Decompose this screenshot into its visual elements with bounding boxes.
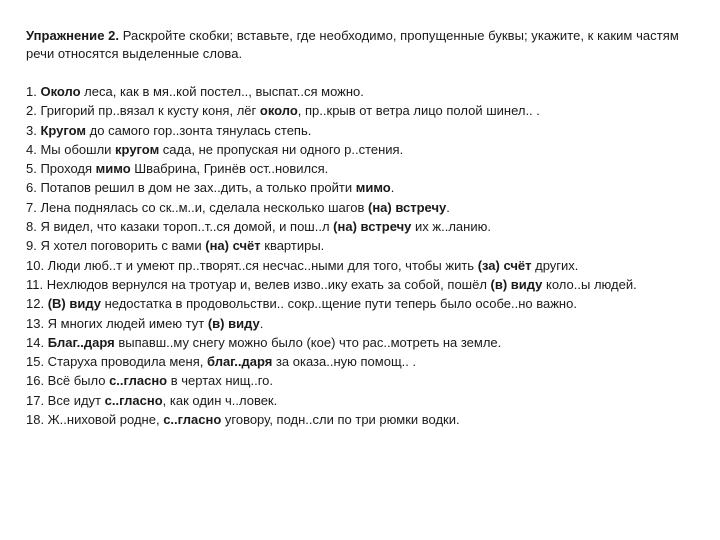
sentence-text: 4. Мы обошли bbox=[26, 141, 116, 157]
sentence-item bbox=[26, 236, 698, 255]
sentence-text: 12. bbox=[26, 296, 48, 312]
highlighted-word: с..гласно bbox=[109, 373, 168, 389]
sentence-item bbox=[26, 217, 698, 236]
sentence-text: 5. Проходя bbox=[26, 161, 96, 177]
sentence-item bbox=[26, 178, 698, 197]
sentence-text: 16. Всё было bbox=[26, 373, 110, 389]
sentence-text: . bbox=[390, 180, 395, 196]
sentence-text: , как один ч..ловек. bbox=[162, 392, 278, 408]
sentence-item bbox=[26, 371, 698, 390]
sentence-text: 3. bbox=[26, 122, 41, 138]
sentence-text: леса, как в мя..кой постел.., выспат..ся можно. bbox=[80, 84, 364, 99]
sentence-text: 18. Ж..ниховой родне, bbox=[26, 412, 164, 428]
sentence-text: 7. Лена поднялась со ск..м..и, сделала несколько шагов bbox=[26, 199, 368, 215]
sentence-text: 8. Я видел, что казаки тороп..т..ся домой, и пош..л bbox=[26, 219, 334, 235]
sentence-item bbox=[26, 314, 698, 333]
sentence-item bbox=[26, 256, 698, 275]
sentence-list bbox=[26, 82, 698, 429]
highlighted-word: Около bbox=[40, 84, 81, 99]
sentence-text: 1. bbox=[26, 84, 41, 99]
exercise-title: Упражнение 2. bbox=[26, 28, 120, 43]
sentence-text: . bbox=[259, 315, 264, 331]
sentence-text: недостатка в продовольстви.. сокр..щение пути теперь было особе..но важно. bbox=[100, 296, 577, 312]
sentence-text: квартиры. bbox=[260, 238, 325, 254]
sentence-text: 2. Григорий пр..вязал к кусту коня, лёг bbox=[26, 103, 260, 119]
sentence-text: 6. Потапов решил в дом не зах..дить, а только пройти bbox=[26, 180, 356, 196]
sentence-item bbox=[26, 121, 698, 140]
sentence-text: сада, не пропуская ни одного р..стения. bbox=[159, 141, 404, 157]
sentence-text: выпавш..му снегу можно было (кое) что рас..мотреть на земле. bbox=[114, 334, 502, 350]
highlighted-word: (на) встречу bbox=[333, 219, 412, 235]
highlighted-word: (в) виду bbox=[490, 276, 543, 292]
sentence-text: 15. Старуха проводила меня, bbox=[26, 354, 207, 370]
sentence-text: 17. Все идут bbox=[26, 392, 105, 408]
sentence-item bbox=[26, 159, 698, 178]
sentence-text: их ж..ланию. bbox=[411, 219, 491, 235]
sentence-item bbox=[26, 410, 698, 429]
highlighted-word: кругом bbox=[115, 141, 160, 157]
sentence-text: до самого гор..зонта тянулась степь. bbox=[86, 122, 312, 138]
highlighted-word: благ..даря bbox=[206, 354, 273, 370]
sentence-item bbox=[26, 198, 698, 217]
sentence-text: других. bbox=[531, 257, 579, 273]
sentence-text: 10. Люди люб..т и умеют пр..творят..ся несчас..ными для того, чтобы жить bbox=[26, 257, 478, 273]
sentence-text: коло..ы людей. bbox=[542, 276, 637, 292]
highlighted-word: (В) виду bbox=[47, 296, 101, 312]
sentence-text: 14. bbox=[26, 334, 48, 350]
highlighted-word: Кругом bbox=[40, 122, 87, 138]
sentence-text: , пр..крыв от ветра лицо полой шинел.. . bbox=[297, 103, 540, 119]
highlighted-word: (в) виду bbox=[207, 315, 260, 331]
sentence-text: . bbox=[446, 199, 450, 215]
sentence-item bbox=[26, 294, 698, 313]
highlighted-word: Благ..даря bbox=[47, 334, 115, 350]
sentence-text: Швабрина, Гринёв ост..новился. bbox=[130, 161, 329, 177]
sentence-item bbox=[26, 391, 698, 410]
sentence-item bbox=[26, 333, 698, 352]
highlighted-word: мимо bbox=[95, 161, 131, 177]
sentence-item bbox=[26, 82, 698, 101]
highlighted-word: с..гласно bbox=[163, 412, 222, 428]
sentence-item bbox=[26, 352, 698, 371]
sentence-text: уговору, подн..сли по три рюмки водки. bbox=[221, 412, 460, 428]
sentence-item bbox=[26, 140, 698, 159]
sentence-item bbox=[26, 101, 698, 120]
document-page bbox=[26, 27, 698, 429]
exercise-task bbox=[26, 27, 698, 63]
sentence-item bbox=[26, 275, 698, 294]
highlighted-word: (на) счёт bbox=[205, 238, 261, 254]
sentence-text: 13. Я многих людей имею тут bbox=[26, 315, 208, 331]
highlighted-word: (за) счёт bbox=[477, 257, 532, 273]
highlighted-word: (на) встречу bbox=[367, 199, 447, 215]
sentence-text: за оказа..ную помощ.. . bbox=[272, 354, 417, 370]
sentence-text: 9. Я хотел поговорить с вами bbox=[26, 238, 206, 254]
exercise-instruction: Раскройте скобки; вставьте, где необходимо, пропущенные буквы; укажите, к каким частям речи относятся выделенные слова. bbox=[26, 28, 679, 61]
highlighted-word: около bbox=[259, 103, 298, 119]
highlighted-word: с..гласно bbox=[104, 392, 163, 408]
highlighted-word: мимо bbox=[355, 180, 391, 196]
sentence-text: 11. Нехлюдов вернулся на тротуар и, велев изво..ику ехать за собой, пошёл bbox=[26, 276, 491, 292]
sentence-text: в чертах нищ..го. bbox=[167, 373, 274, 389]
